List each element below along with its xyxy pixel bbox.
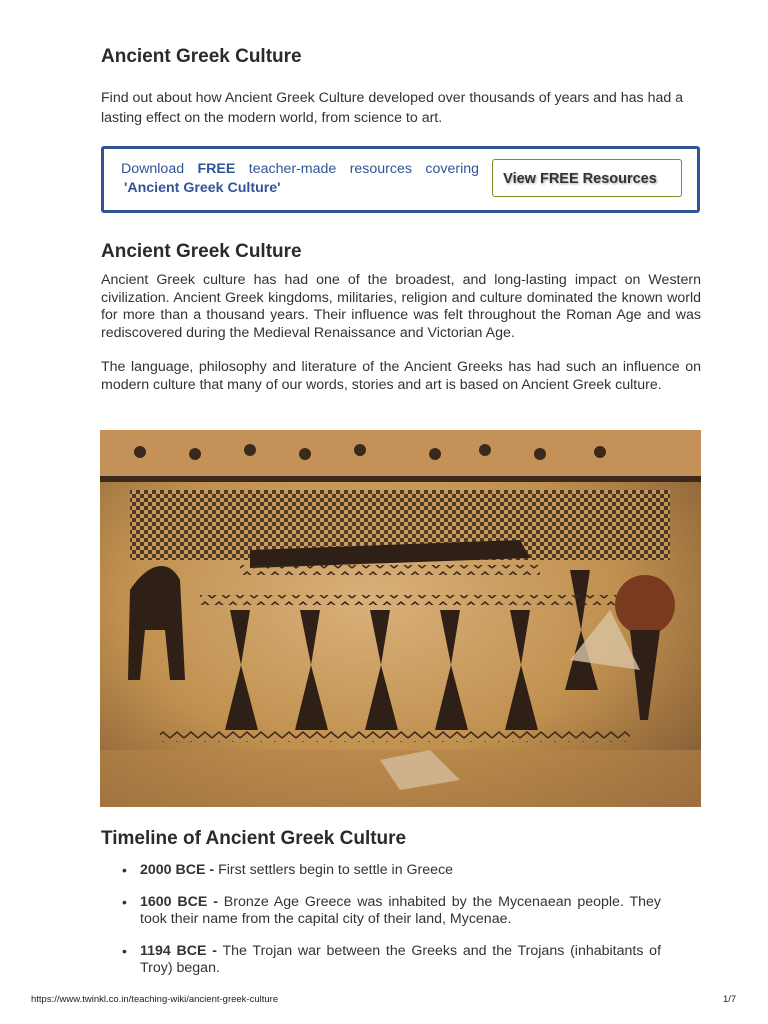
page-title: Ancient Greek Culture (101, 46, 302, 67)
list-item (101, 862, 661, 880)
section-paragraph-1: Ancient Greek culture has had one of the broadest, and long-lasting impact on Western civilization. Ancient Greek kingdoms, militaries, religion and culture dominated the known world for more than a thousand years. Their influence was felt throughout the Roman Age and was rediscovered during the Medieval Renaissance and Victorian Age. (101, 272, 701, 341)
callout-text (121, 160, 479, 179)
view-free-resources-button[interactable]: View FREE Resources (492, 159, 682, 197)
callout-topic-link[interactable]: 'Ancient Greek Culture' (124, 180, 281, 196)
geometric-vase-painting-image (100, 430, 701, 807)
section-heading: Ancient Greek Culture (101, 241, 302, 262)
callout-suffix: teacher-made resources covering (248, 161, 480, 177)
list-item (101, 943, 661, 978)
timeline-list (101, 862, 661, 992)
timeline-date: 1194 BCE - (140, 942, 217, 959)
timeline-text: Bronze Age Greece was inhabited by the Mycenaean people. They took their name from the capital city of their land, Mycenae. (140, 893, 662, 927)
callout-prefix: Download (121, 161, 185, 177)
page-number: 1/7 (723, 994, 737, 1005)
timeline-text: The Trojan war between the Greeks and the Trojans (inhabitants of Troy) began. (140, 942, 662, 976)
resources-callout (101, 146, 700, 213)
bullet-icon: • (122, 862, 127, 878)
footer-url-link[interactable]: https://www.twinkl.co.in/teaching-wiki/ancient-greek-culture (31, 994, 279, 1005)
timeline-date: 2000 BCE - (140, 862, 215, 878)
timeline-text: First settlers begin to settle in Greece (214, 862, 454, 878)
bullet-icon: • (122, 893, 127, 910)
timeline-heading: Timeline of Ancient Greek Culture (101, 828, 407, 849)
timeline-date: 1600 BCE - (140, 893, 218, 910)
list-item (101, 894, 661, 929)
bullet-icon: • (122, 942, 127, 959)
callout-free: FREE (197, 161, 236, 177)
section-paragraph-2: The language, philosophy and literature of the Ancient Greeks has had such an influence on modern culture that many of our words, stories and art is based on Ancient Greek culture. (101, 359, 701, 393)
intro-paragraph: Find out about how Ancient Greek Culture developed over thousands of years and has had a lasting effect on the modern world, from science to art. (101, 90, 684, 126)
